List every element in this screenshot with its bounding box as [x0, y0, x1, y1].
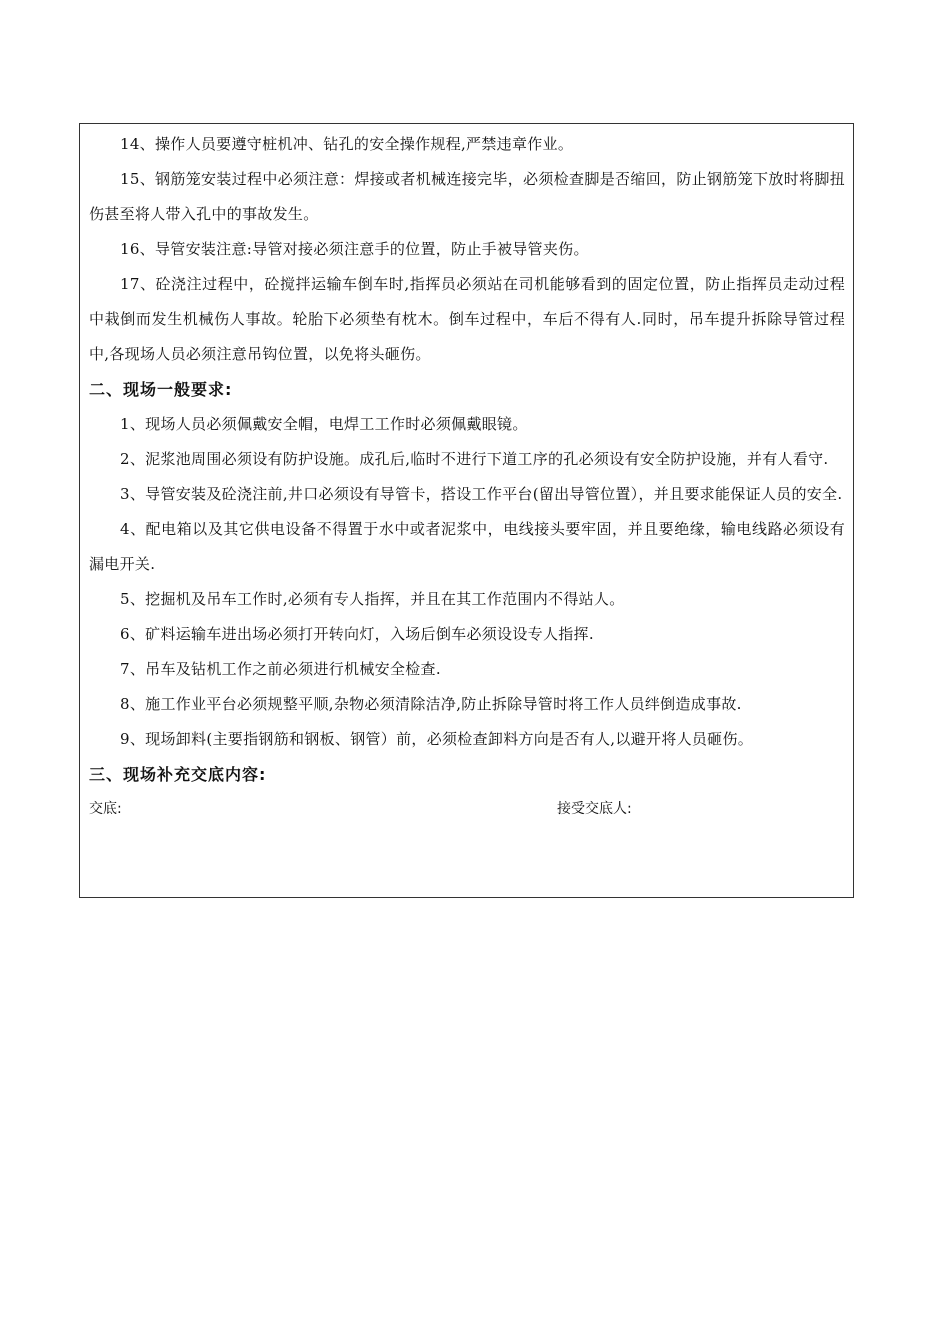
disclosure-receiver-label: 接受交底人: — [557, 801, 632, 817]
requirement-4: 4、配电箱以及其它供电设备不得置于水中或者泥浆中，电线接头要牢固，并且要绝缘，输电线路必须设有漏电开关. — [89, 520, 845, 573]
item-17: 17、砼浇注过程中，砼搅拌运输车倒车时,指挥员必须站在司机能够看到的固定位置，防止指挥员走动过程中栽倒而发生机械伤人事故。轮胎下必须垫有枕木。倒车过程中，车后不得有人.同时，吊车提升拆除导管过程中,各现场人员必须注意吊钩位置，以免将头砸伤。 — [89, 275, 845, 363]
requirement-1: 1、现场人员必须佩戴安全帽，电焊工工作时必须佩戴眼镜。 — [120, 415, 528, 433]
item-14: 14、操作人员要遵守桩机冲、钻孔的安全操作规程,严禁违章作业。 — [120, 135, 574, 153]
section-2-heading: 二、现场一般要求: — [89, 380, 233, 399]
requirement-8: 8、施工作业平台必须规整平顺,杂物必须清除洁净,防止拆除导管时将工作人员绊倒造成事故. — [120, 695, 742, 713]
disclosure-by-label: 交底: — [89, 801, 122, 817]
requirement-3: 3、导管安装及砼浇注前,井口必须设有导管卡，搭设工作平台(留出导管位置），并且要求能保证人员的安全. — [120, 485, 843, 503]
requirement-5: 5、挖掘机及吊车工作时,必须有专人指挥，并且在其工作范围内不得站人。 — [120, 590, 625, 608]
item-15: 15、钢筋笼安装过程中必须注意：焊接或者机械连接完毕，必须检查脚是否缩回，防止钢筋笼下放时将脚扭伤甚至将人带入孔中的事故发生。 — [89, 170, 845, 223]
item-16: 16、导管安装注意:导管对接必须注意手的位置，防止手被导管夹伤。 — [120, 240, 589, 258]
requirement-9: 9、现场卸料(主要指钢筋和钢板、钢管）前，必须检查卸料方向是否有人,以避开将人员砸伤。 — [120, 730, 754, 748]
requirement-6: 6、矿料运输车进出场必须打开转向灯，入场后倒车必须设设专人指挥. — [120, 625, 594, 643]
section-3-heading: 三、现场补充交底内容: — [89, 765, 267, 784]
signature-row — [89, 792, 845, 827]
document-box — [79, 123, 854, 898]
requirement-2: 2、泥浆池周围必须设有防护设施。成孔后,临时不进行下道工序的孔必须设有安全防护设施，并有人看守. — [120, 450, 829, 468]
requirement-7: 7、吊车及钻机工作之前必须进行机械安全检查. — [120, 660, 441, 678]
